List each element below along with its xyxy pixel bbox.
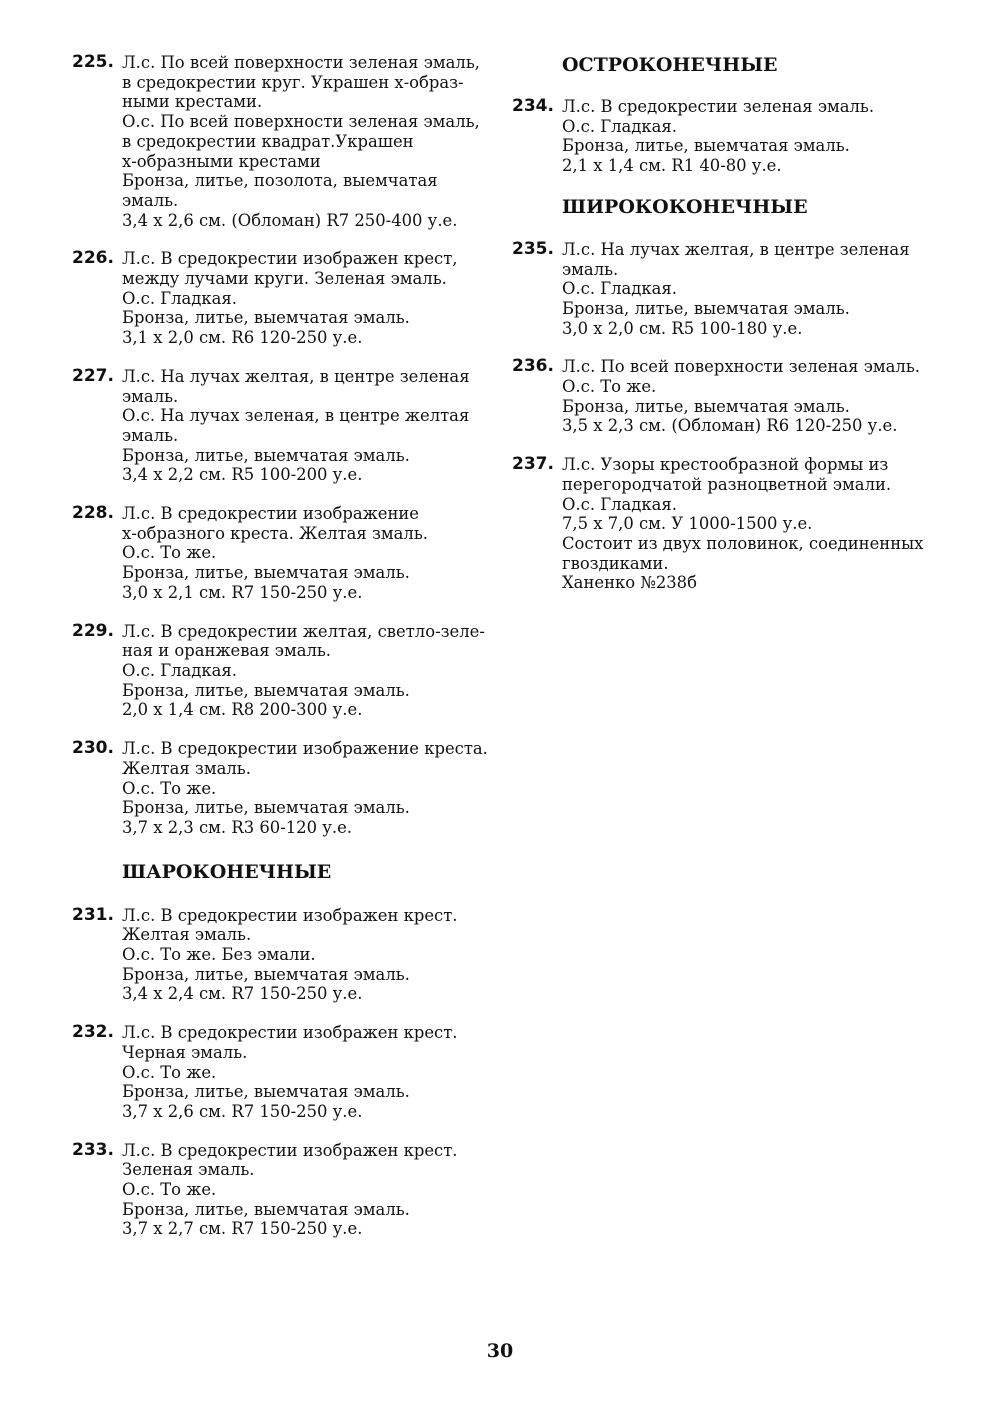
- section-heading: ШАРОКОНЕЧНЫЕ: [122, 860, 332, 883]
- entry-line: Л.с. В средокрестии желтая, светло-зеле-: [122, 621, 485, 641]
- entry-line: ными крестами.: [122, 92, 263, 112]
- entry-number: 236.: [512, 356, 554, 377]
- entry-line: 3,0 х 2,0 см. R5 100-180 у.е.: [562, 318, 803, 338]
- entry-line: эмаль.: [122, 386, 179, 406]
- entry-text: [562, 97, 952, 176]
- section-heading: ШИРОКОКОНЕЧНЫЕ: [562, 195, 808, 218]
- entry-line: 2,0 х 1,4 см. R8 200-300 у.е.: [122, 700, 363, 720]
- entry-text: [562, 455, 952, 593]
- entry-line: 3,0 х 2,1 см. R7 150-250 у.е.: [122, 582, 363, 602]
- entries-group: [512, 240, 952, 593]
- entry-line: О.с. То же.: [122, 543, 217, 563]
- entry-text: [562, 240, 952, 339]
- entry-line: эмаль.: [122, 425, 179, 445]
- page-number: 30: [486, 1340, 514, 1362]
- section-heading: ОСТРОКОНЕЧНЫЕ: [562, 54, 778, 76]
- entry-line: 3,7 х 2,3 см. R3 60-120 у.е.: [122, 817, 352, 837]
- entry-line: Желтая змаль.: [122, 758, 251, 778]
- entry-text: [122, 622, 502, 721]
- entry-text: [122, 367, 502, 485]
- catalog-entry: [72, 1023, 502, 1122]
- entry-line: между лучами круги. Зеленая эмаль.: [122, 269, 447, 289]
- entry-line: Бронза, литье, выемчатая эмаль.: [562, 136, 850, 156]
- entry-line: О.с. То же.: [122, 1062, 217, 1082]
- entry-number: 234.: [512, 96, 554, 116]
- entry-line: перегородчатой разноцветной эмали.: [562, 474, 892, 494]
- entry-line: эмаль.: [562, 259, 619, 279]
- entry-line: Желтая эмаль.: [122, 925, 252, 945]
- entry-line: Черная эмаль.: [122, 1042, 248, 1062]
- entry-line: Л.с. В средокрестии изображен крест.: [122, 1023, 458, 1043]
- entry-line: О.с. То же.: [122, 1180, 217, 1200]
- entry-line: Бронза, литье, выемчатая эмаль.: [122, 1199, 410, 1219]
- entry-line: Л.с. Узоры крестообразной формы из: [562, 455, 889, 475]
- entry-line: О.с. Гладкая.: [562, 116, 677, 136]
- entry-line: Л.с. В средокрестии изображение: [122, 504, 420, 524]
- entry-line: х-образными крестами: [122, 151, 321, 171]
- catalog-entry: [72, 622, 502, 721]
- catalog-entry: [72, 504, 502, 603]
- entry-line: Л.с. В средокрестии изображен крест,: [122, 249, 458, 269]
- entry-line: Л.с. В средокрестии изображен крест.: [122, 905, 458, 925]
- entry-text: [122, 739, 502, 838]
- entry-text: [562, 357, 952, 436]
- entry-line: Бронза, литье, выемчатая эмаль.: [122, 680, 410, 700]
- entry-line: 3,5 х 2,3 см. (Обломан) R6 120-250 у.е.: [562, 416, 898, 436]
- entry-line: в средокрестии квадрат.Украшен: [122, 131, 414, 151]
- entry-number: 233.: [72, 1139, 114, 1160]
- entry-number: 231.: [72, 904, 114, 925]
- entry-line: 7,5 х 7,0 см. У 1000-1500 у.е.: [562, 514, 813, 534]
- entry-line: Л.с. В средокрестии изображен крест.: [122, 1140, 458, 1160]
- entry-line: 3,7 х 2,7 см. R7 150-250 у.е.: [122, 1219, 363, 1239]
- entry-line: Бронза, литье, выемчатая эмаль.: [122, 445, 410, 465]
- entry-line: О.с. Гладкая.: [562, 494, 677, 514]
- right-column: [512, 53, 952, 612]
- entry-line: в средокрестии круг. Украшен х-образ-: [122, 72, 464, 92]
- entry-line: эмаль.: [122, 190, 179, 210]
- entries-group: [72, 53, 502, 838]
- entry-line: Л.с. В средокрестии зеленая эмаль.: [562, 97, 875, 116]
- entry-line: О.с. То же.: [562, 377, 657, 397]
- entry-line: Ханенко №238б: [562, 573, 697, 593]
- catalog-entry: [512, 357, 952, 436]
- left-column: [72, 53, 502, 1258]
- entry-line: 3,4 х 2,6 см. (Обломан) R7 250-400 у.е.: [122, 210, 458, 230]
- entry-number: 229.: [72, 620, 114, 641]
- entry-number: 227.: [72, 365, 114, 386]
- entry-line: Бронза, литье, позолота, выемчатая: [122, 171, 438, 191]
- entry-text: [122, 504, 502, 603]
- entry-line: 2,1 х 1,4 см. R1 40-80 у.е.: [562, 156, 782, 176]
- catalog-entry: [72, 739, 502, 838]
- entry-line: 3,7 х 2,6 см. R7 150-250 у.е.: [122, 1101, 363, 1121]
- entry-text: [122, 249, 502, 348]
- entry-line: Состоит из двух половинок, соединенных: [562, 533, 924, 553]
- entry-line: О.с. Гладкая.: [122, 288, 237, 308]
- entry-line: Бронза, литье, выемчатая эмаль.: [122, 798, 410, 818]
- catalog-entry: [512, 240, 952, 339]
- entry-text: [122, 1023, 502, 1122]
- catalog-entry: [72, 1141, 502, 1240]
- entry-line: гвоздиками.: [562, 553, 669, 573]
- catalog-entry: [72, 906, 502, 1005]
- entry-text: [122, 53, 502, 230]
- entry-line: Зеленая эмаль.: [122, 1160, 255, 1180]
- entry-number: 237.: [512, 454, 554, 475]
- entry-line: х-образного креста. Желтая змаль.: [122, 523, 428, 543]
- entry-line: 3,1 х 2,0 см. R6 120-250 у.е.: [122, 328, 363, 348]
- entry-line: Л.с. В средокрестии изображение креста.: [122, 739, 488, 759]
- entry-line: Л.с. На лучах желтая, в центре зеленая: [122, 366, 470, 386]
- entry-line: О.с. Гладкая.: [122, 660, 237, 680]
- entry-text: [122, 906, 502, 1005]
- entry-line: Л.с. По всей поверхности зеленая эмаль.: [562, 357, 920, 377]
- entry-line: Бронза, литье, выемчатая эмаль.: [122, 563, 410, 583]
- entry-line: 3,4 х 2,4 см. R7 150-250 у.е.: [122, 984, 363, 1004]
- entry-line: Бронза, литье, выемчатая эмаль.: [562, 396, 850, 416]
- catalog-entry: [72, 249, 502, 348]
- entry-number: 230.: [72, 738, 114, 759]
- entry-line: О.с. То же. Без эмали.: [122, 945, 316, 965]
- entry-line: Л.с. По всей поверхности зеленая эмаль,: [122, 53, 480, 72]
- catalog-entry: [72, 53, 502, 230]
- entry-line: О.с. Гладкая.: [562, 279, 677, 299]
- entry-number: 235.: [512, 238, 554, 259]
- entry-line: Л.с. На лучах желтая, в центре зеленая: [562, 239, 910, 259]
- entry-number: 226.: [72, 248, 114, 269]
- entry-line: О.с. То же.: [122, 778, 217, 798]
- entry-text: [122, 1141, 502, 1240]
- entry-line: Бронза, литье, выемчатая эмаль.: [122, 1082, 410, 1102]
- entries-group: [512, 97, 952, 176]
- entry-line: ная и оранжевая эмаль.: [122, 641, 332, 661]
- entries-group: [72, 906, 502, 1240]
- entry-line: О.с. По всей поверхности зеленая эмаль,: [122, 112, 480, 132]
- entry-line: Бронза, литье, выемчатая эмаль.: [562, 298, 850, 318]
- entry-line: Бронза, литье, выемчатая эмаль.: [122, 308, 410, 328]
- entry-number: 228.: [72, 503, 114, 524]
- catalog-entry: [512, 97, 952, 176]
- entry-number: 232.: [72, 1022, 114, 1043]
- entry-line: 3,4 х 2,2 см. R5 100-200 у.е.: [122, 465, 363, 485]
- entry-number: 225.: [72, 52, 114, 72]
- entry-line: Бронза, литье, выемчатая эмаль.: [122, 964, 410, 984]
- catalog-entry: [512, 455, 952, 593]
- catalog-entry: [72, 367, 502, 485]
- entry-line: О.с. На лучах зеленая, в центре желтая: [122, 406, 470, 426]
